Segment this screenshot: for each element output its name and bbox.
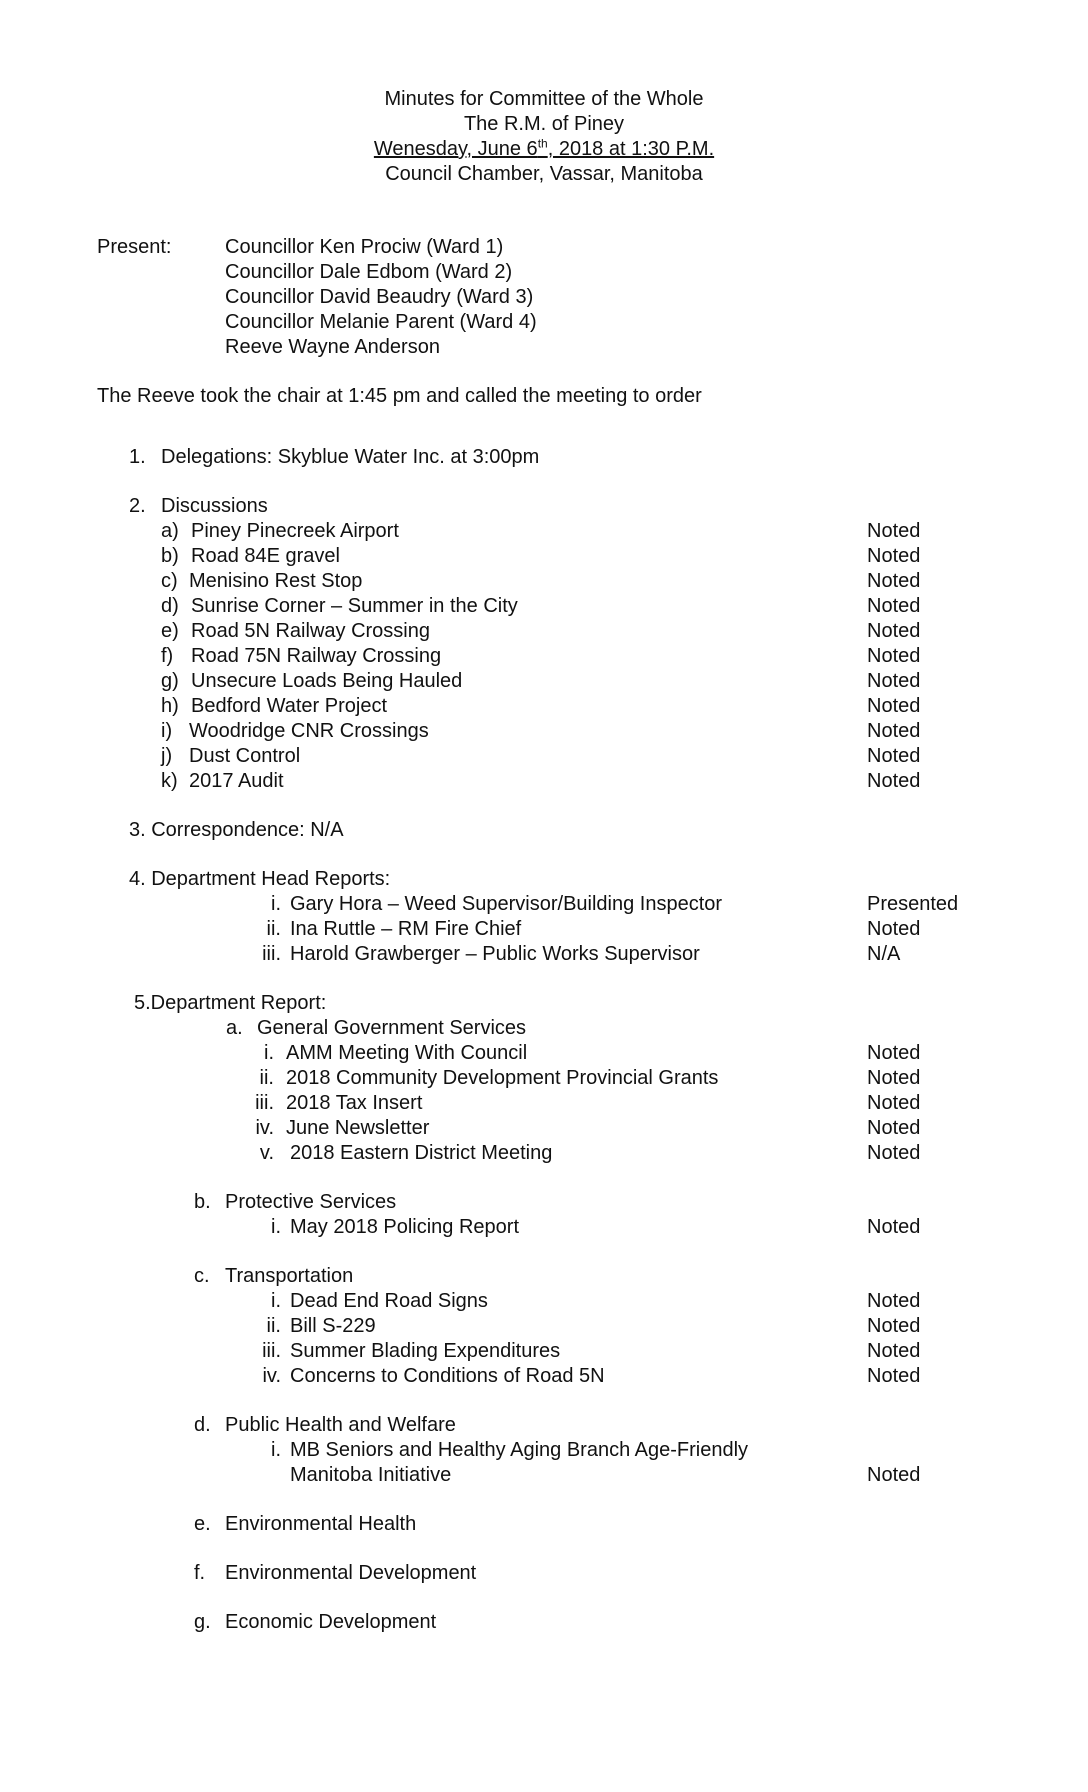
call-to-order: The Reeve took the chair at 1:45 pm and called the meeting to order (97, 385, 702, 407)
roman-numeral: ii. (266, 1315, 281, 1337)
status-text: Noted (867, 918, 921, 940)
discussions-heading: Discussions (161, 495, 268, 517)
list-item: 2017 Audit (189, 770, 284, 792)
meeting-date-rest: , 2018 at 1:30 P.M. (547, 138, 715, 160)
status-text: Noted (867, 520, 921, 542)
doc-title: Minutes for Committee of the Whole (384, 88, 704, 110)
status-text: Noted (867, 645, 921, 667)
roman-numeral: iv. (262, 1365, 281, 1387)
list-item: 2018 Eastern District Meeting (290, 1142, 553, 1164)
list-item: Dust Control (189, 745, 301, 767)
section-letter: f. (194, 1562, 206, 1584)
list-item: Road 5N Railway Crossing (191, 620, 430, 642)
attendee: Reeve Wayne Anderson (225, 336, 440, 358)
roman-numeral: ii. (259, 1067, 274, 1089)
status-text: Noted (867, 745, 921, 767)
status-text: Noted (867, 620, 921, 642)
roman-numeral: i. (271, 1439, 281, 1461)
status-text: Noted (867, 545, 921, 567)
roman-numeral: iv. (255, 1117, 274, 1139)
list-item: Bill S-229 (290, 1315, 376, 1337)
list-item: Summer Blading Expenditures (290, 1340, 561, 1362)
section-letter: d. (194, 1414, 211, 1436)
roman-numeral: iii. (262, 943, 281, 965)
section-letter: b. (194, 1191, 211, 1213)
list-item: Ina Ruttle – RM Fire Chief (290, 918, 522, 940)
meeting-date-main: Wenesday, June 6 (373, 138, 538, 160)
status-text: Noted (867, 695, 921, 717)
meeting-date-suffix: th (537, 136, 548, 151)
status-text: Noted (867, 1464, 921, 1486)
status-text: Noted (867, 1315, 921, 1337)
status-text: Noted (867, 670, 921, 692)
section-title: Transportation (225, 1265, 354, 1287)
roman-numeral: i. (264, 1042, 274, 1064)
list-item: MB Seniors and Healthy Aging Branch Age-Friendly (290, 1439, 749, 1461)
department-report-heading: 5.Department Report: (134, 992, 327, 1014)
status-text: Presented (867, 893, 959, 915)
section-title: Protective Services (225, 1191, 397, 1213)
item-number: 2. (129, 495, 146, 517)
roman-numeral: v. (259, 1142, 274, 1164)
list-letter: a) (161, 520, 179, 542)
status-text: Noted (867, 1117, 921, 1139)
list-item: Menisino Rest Stop (189, 570, 363, 592)
roman-numeral: iii. (255, 1092, 274, 1114)
list-letter: f) (161, 645, 174, 667)
list-item: Piney Pinecreek Airport (191, 520, 399, 542)
department-head-reports-heading: 4. Department Head Reports: (129, 868, 391, 890)
status-text: Noted (867, 1142, 921, 1164)
roman-numeral: ii. (266, 918, 281, 940)
list-item: Unsecure Loads Being Hauled (191, 670, 463, 692)
status-text: Noted (867, 1067, 921, 1089)
list-letter: h) (161, 695, 179, 717)
correspondence-item: 3. Correspondence: N/A (129, 819, 344, 841)
delegations-item: Delegations: Skyblue Water Inc. at 3:00pm (161, 446, 540, 468)
roman-numeral: i. (271, 893, 281, 915)
roman-numeral: i. (271, 1290, 281, 1312)
attendee: Councillor Melanie Parent (Ward 4) (225, 311, 537, 333)
item-number: 1. (129, 446, 146, 468)
list-item: June Newsletter (286, 1117, 430, 1139)
section-title: Environmental Development (225, 1562, 477, 1584)
list-item: Sunrise Corner – Summer in the City (191, 595, 518, 617)
list-item: Road 84E gravel (191, 545, 340, 567)
section-letter: g. (194, 1611, 211, 1633)
roman-numeral: i. (271, 1216, 281, 1238)
list-letter: k) (161, 770, 178, 792)
list-item: Bedford Water Project (191, 695, 388, 717)
list-item: May 2018 Policing Report (290, 1216, 520, 1238)
status-text: Noted (867, 1092, 921, 1114)
status-text: Noted (867, 770, 921, 792)
list-item: Concerns to Conditions of Road 5N (290, 1365, 605, 1387)
section-letter: e. (194, 1513, 211, 1535)
status-text: Noted (867, 1042, 921, 1064)
list-item: Road 75N Railway Crossing (191, 645, 442, 667)
section-title: General Government Services (257, 1017, 527, 1039)
status-text: Noted (867, 1216, 921, 1238)
status-text: N/A (867, 943, 901, 965)
section-letter: a. (226, 1017, 243, 1039)
municipality-name: The R.M. of Piney (463, 113, 625, 135)
list-item: 2018 Tax Insert (286, 1092, 423, 1114)
roman-numeral: iii. (262, 1340, 281, 1362)
list-item-continuation: Manitoba Initiative (290, 1464, 452, 1486)
list-item: Woodridge CNR Crossings (189, 720, 429, 742)
list-item: Gary Hora – Weed Supervisor/Building Inspector (290, 893, 723, 915)
attendee: Councillor Ken Prociw (Ward 1) (225, 236, 504, 258)
status-text: Noted (867, 570, 921, 592)
list-item: Harold Grawberger – Public Works Supervisor (290, 943, 700, 965)
meeting-date (0, 137, 1088, 162)
present-label: Present: (97, 236, 172, 258)
list-item: 2018 Community Development Provincial Grants (286, 1067, 719, 1089)
attendee: Councillor Dale Edbom (Ward 2) (225, 261, 513, 283)
section-title: Public Health and Welfare (225, 1414, 456, 1436)
list-letter: j) (161, 745, 173, 767)
list-letter: d) (161, 595, 179, 617)
list-item: AMM Meeting With Council (286, 1042, 528, 1064)
status-text: Noted (867, 1365, 921, 1387)
status-text: Noted (867, 595, 921, 617)
list-letter: g) (161, 670, 179, 692)
section-letter: c. (194, 1265, 210, 1287)
section-title: Economic Development (225, 1611, 437, 1633)
list-letter: e) (161, 620, 179, 642)
list-item: Dead End Road Signs (290, 1290, 488, 1312)
list-letter: b) (161, 545, 179, 567)
list-letter: c) (161, 570, 178, 592)
list-letter: i) (161, 720, 173, 742)
status-text: Noted (867, 1290, 921, 1312)
status-text: Noted (867, 1340, 921, 1362)
section-title: Environmental Health (225, 1513, 417, 1535)
attendee: Councillor David Beaudry (Ward 3) (225, 286, 534, 308)
status-text: Noted (867, 720, 921, 742)
meeting-location: Council Chamber, Vassar, Manitoba (385, 163, 703, 185)
